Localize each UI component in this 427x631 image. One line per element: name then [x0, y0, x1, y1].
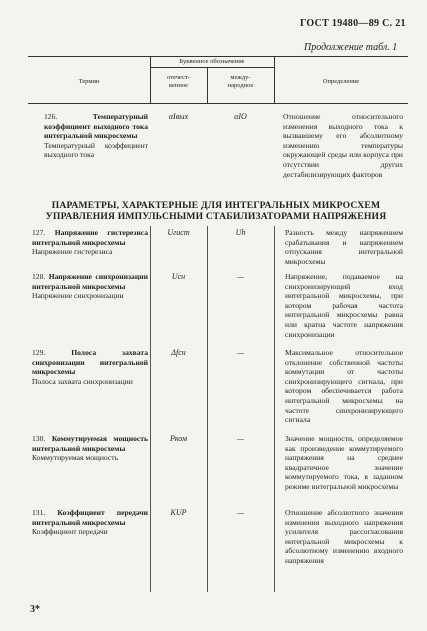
- term-alt: Коммутируемая мощность: [32, 453, 119, 463]
- definition-header: Определение: [322, 78, 360, 85]
- term-alt: Напряжение синхронизации: [32, 291, 124, 301]
- table-header-bottom-border: [28, 103, 408, 104]
- definition-text: Значение мощности, определяемое как произведение коммутируемого напряжения на среднее квадратичное значение коммутируемого тока, в заданном режиме интегральной микросхемы: [285, 434, 403, 491]
- definition-text: Напряжение, подаваемое на синхронизирующий вход интегральной микросхемы, при котором рабочая частота интегральной микросхемы равна или кратна частоте напряжения синхронизации: [285, 272, 403, 339]
- page-number: 3*: [30, 604, 40, 615]
- term-number: 126.: [44, 112, 58, 121]
- col-divider-body-3: [274, 226, 275, 592]
- international-header: между- народное: [227, 74, 254, 89]
- domestic-symbol: Pком: [169, 434, 188, 443]
- definition-text: Отношение абсолютного значения изменения выходного напряжения усилителя рассогласования интегральной микросхемы к абсолютному изменению входного напряжения: [285, 508, 403, 565]
- table-top-border: [28, 56, 408, 57]
- domestic-symbol: Uгист: [167, 228, 190, 237]
- domestic-header: отечест- венное: [167, 74, 190, 89]
- domestic-symbol: Uсн: [171, 272, 186, 281]
- domestic-symbol: KUP: [170, 508, 187, 517]
- table-row: [32, 228, 148, 257]
- term-name: Напряжение гистерезиса интегральной микросхемы: [32, 228, 148, 247]
- international-symbol: Uh: [235, 228, 246, 237]
- letter-header-divider: [150, 67, 274, 68]
- definition-text: Разность между напряжением срабатывания и напряжением отпускания интегральной микросхемы: [285, 228, 403, 266]
- term-number: 131.: [32, 508, 46, 517]
- section-title: ПАРАМЕТРЫ, ХАРАКТЕРНЫЕ ДЛЯ ИНТЕГРАЛЬНЫХ МИКРОСХЕМ УПРАВЛЕНИЯ ИМПУЛЬСНЫМИ СТАБИЛИЗАТОРАМИ НАПРЯЖЕНИЯ: [45, 200, 387, 222]
- term-name: Полоса захвата синхронизации интегральной микросхемы: [32, 348, 148, 377]
- term-number: 130.: [32, 434, 46, 443]
- term-alt: Коэффициент передачи: [32, 527, 108, 537]
- term-name: Коэффициент передачи интегральной микросхемы: [32, 508, 148, 527]
- standard-header: ГОСТ 19480—89 С. 21: [300, 18, 406, 29]
- table-row: [32, 348, 148, 386]
- table-row: [44, 112, 148, 160]
- table-row: [32, 272, 148, 301]
- letter-designation-header: Буквенное обозначение: [179, 58, 245, 65]
- term-header: Термин: [78, 78, 100, 85]
- international-symbol: αIO: [234, 112, 247, 121]
- term-alt: Напряжение гистерезиса: [32, 247, 113, 257]
- international-symbol: —: [236, 508, 245, 517]
- table-continuation: Продолжение табл. 1: [304, 42, 398, 53]
- international-symbol: —: [236, 434, 245, 443]
- international-symbol: —: [236, 272, 245, 281]
- term-name: Температурный коэффициент выходного тока интегральной микросхемы: [44, 112, 148, 141]
- definition-text: Максимальное относительное отклонение собственной частоты коммутации от частоты синхронизирующего сигнала, при котором обеспечивается работа интегральной микросхемы на частоте синхронизирующего сигнала: [285, 348, 403, 425]
- term-name: Коммутируемая мощность интегральной микросхемы: [32, 434, 148, 453]
- table-row: [32, 508, 148, 537]
- term-alt: Температурный коэффициент выходного тока: [44, 140, 148, 160]
- table-row: [32, 434, 148, 463]
- term-number: 129.: [32, 348, 46, 357]
- domestic-symbol: αIвых: [168, 112, 189, 121]
- term-alt: Полоса захвата синхронизации: [32, 376, 133, 386]
- term-number: 128.: [32, 272, 46, 281]
- international-symbol: —: [236, 348, 245, 357]
- definition-text: Отношение относительного изменения выходного тока к вызвавшему его абсолютному изменению температуры окружающей среды или корпуса при отсутствии других дестабилизирующих факторов: [283, 112, 403, 179]
- term-name: Напряжение синхронизации интегральной микросхемы: [32, 272, 148, 291]
- domestic-symbol: Δfсн: [171, 348, 186, 357]
- term-number: 127.: [32, 228, 46, 237]
